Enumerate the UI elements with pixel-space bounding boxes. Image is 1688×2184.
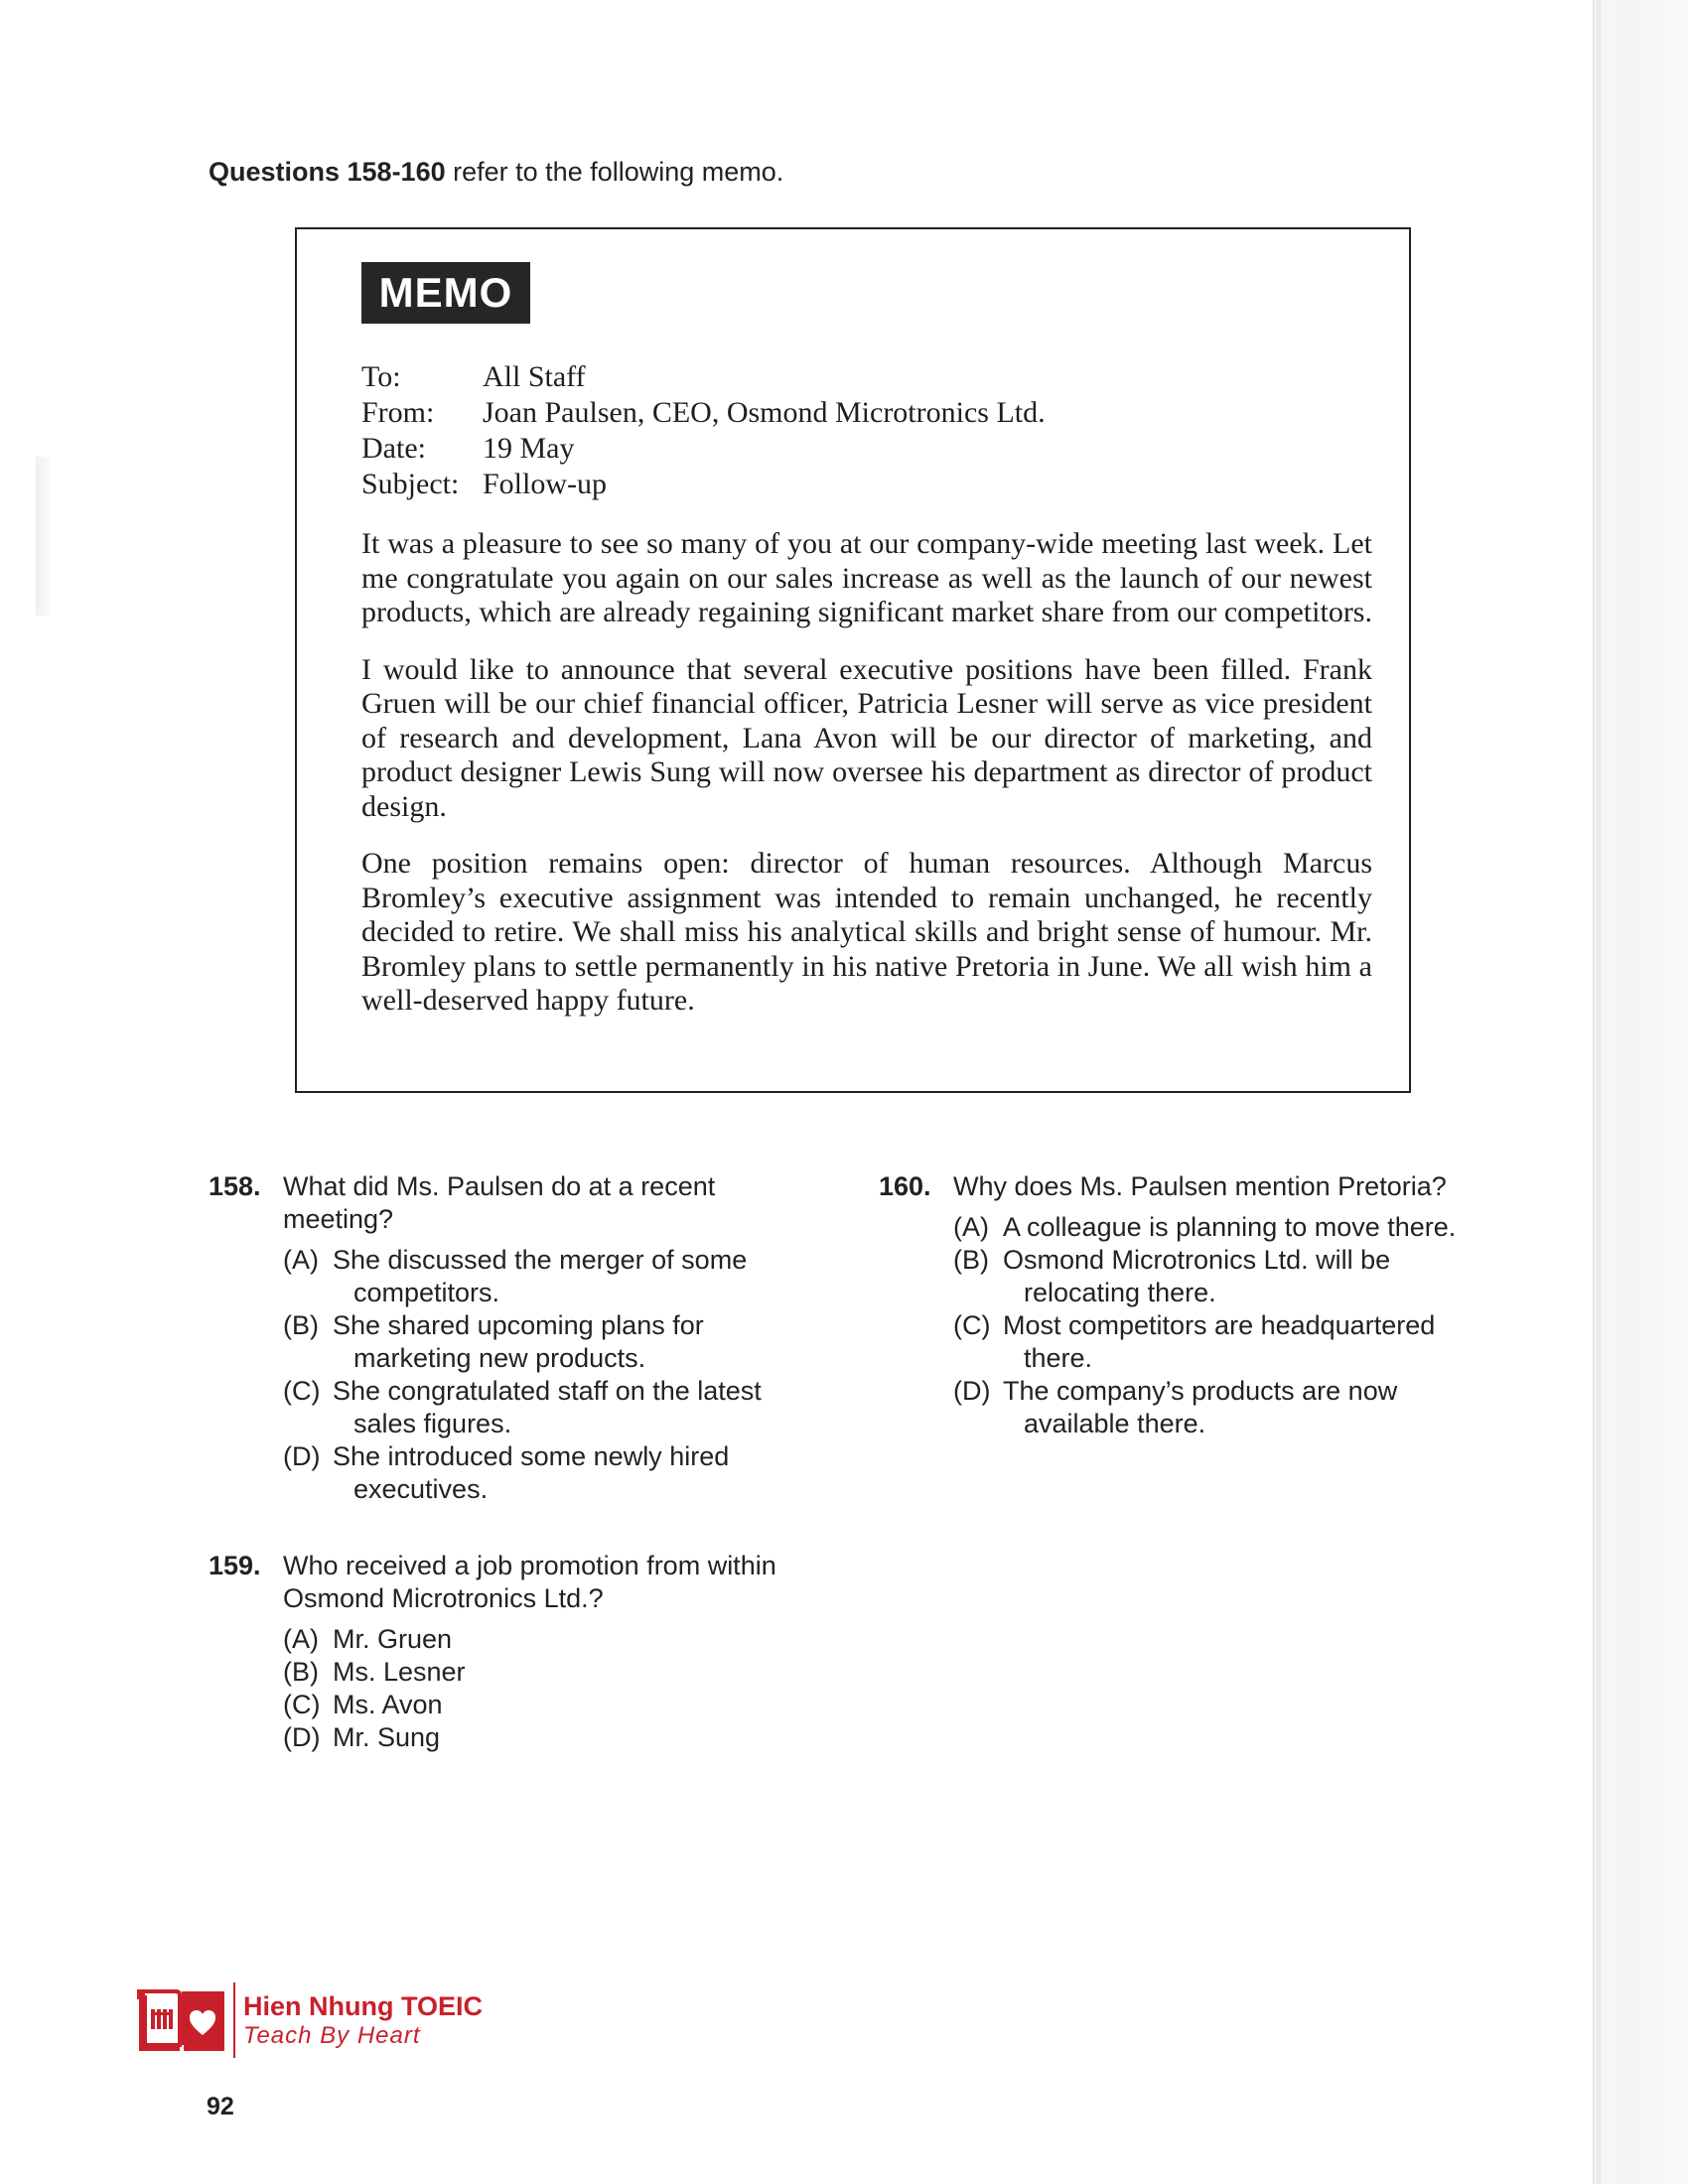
answer-option[interactable] <box>953 1244 1494 1309</box>
logo-text <box>243 1990 483 2050</box>
questions-intro <box>209 157 783 188</box>
logo-divider <box>233 1982 235 2058</box>
answer-options <box>283 1623 824 1754</box>
header-label: Subject: <box>361 468 460 500</box>
answer-option[interactable] <box>953 1375 1494 1440</box>
memo-paragraph: One position remains open: director of human resources. Although Marcus Bromley’s executive assignment was intended to remain unchanged, he recently decided to retire. We shall miss his analytical skills and bright sense of humour. Mr. Bromley plans to settle permanently in his native Pretoria in June. We all wish him a well-deserved happy future. <box>361 847 1372 1017</box>
memo-badge: MEMO <box>361 262 530 324</box>
brand-logo <box>136 1982 483 2058</box>
option-text: She shared upcoming plans for marketing new products. <box>333 1310 704 1373</box>
page-number: 92 <box>207 2093 234 2120</box>
answer-option[interactable] <box>283 1623 824 1656</box>
memo-header-subject <box>361 467 1046 502</box>
header-value: Joan Paulsen, CEO, Osmond Microtronics Ltd. <box>483 396 1046 429</box>
question-number: 159. <box>209 1551 261 1580</box>
answer-option[interactable] <box>283 1440 824 1506</box>
header-label: From: <box>361 396 435 429</box>
memo-paragraph: I would like to announce that several executive positions have been filled. Frank Gruen will be our chief financial officer, Patricia Lesner will serve as vice president of research and development, Lana Avon will be our director of marketing, and product designer Lewis Sung will now oversee his department as director of product design. <box>361 652 1372 823</box>
option-text: She discussed the merger of some competitors. <box>333 1245 748 1307</box>
memo-paragraph: It was a pleasure to see so many of you at our company-wide meeting last week. Let me congratulate you again on our sales increase as well as the launch of our newest products, which are already regaining significant market share from our competitors. <box>361 527 1372 628</box>
memo-header-to <box>361 359 1046 395</box>
option-text: Ms. Avon <box>333 1690 443 1719</box>
scan-shadow <box>36 457 50 615</box>
option-letter: (D) <box>283 1441 321 1471</box>
option-text: Mr. Gruen <box>333 1624 453 1654</box>
intro-text: refer to the following memo. <box>453 157 784 187</box>
answer-option[interactable] <box>283 1721 824 1754</box>
answer-option[interactable] <box>953 1211 1494 1244</box>
option-text: Osmond Microtronics Ltd. will be relocating there. <box>1003 1245 1391 1307</box>
open-book-heart-icon <box>136 1985 227 2055</box>
header-value: All Staff <box>483 360 586 393</box>
answer-option[interactable] <box>283 1244 824 1309</box>
memo-header-date <box>361 431 1046 467</box>
option-letter: (B) <box>283 1657 319 1687</box>
answer-option[interactable] <box>283 1689 824 1721</box>
option-letter: (A) <box>953 1212 989 1242</box>
question-158 <box>209 1170 824 1506</box>
option-text: Most competitors are headquartered there. <box>1003 1310 1436 1373</box>
option-text: She congratulated staff on the latest sales figures. <box>333 1376 762 1438</box>
answer-options <box>953 1211 1494 1440</box>
option-letter: (C) <box>953 1310 991 1340</box>
memo-body <box>361 527 1372 1041</box>
logo-subtitle: Teach By Heart <box>243 2022 421 2049</box>
option-letter: (B) <box>953 1245 989 1275</box>
question-number: 158. <box>209 1171 261 1201</box>
question-text: Why does Ms. Paulsen mention Pretoria? <box>953 1171 1447 1201</box>
option-text: She introduced some newly hired executives. <box>333 1441 730 1504</box>
option-text: A colleague is planning to move there. <box>1003 1212 1457 1242</box>
question-text: Who received a job promotion from within Osmond Microtronics Ltd.? <box>283 1551 776 1613</box>
header-label: Date: <box>361 432 426 465</box>
header-value: Follow-up <box>483 468 608 500</box>
header-label: To: <box>361 360 401 393</box>
answer-option[interactable] <box>283 1656 824 1689</box>
memo-header <box>361 359 1046 502</box>
option-letter: (D) <box>283 1722 321 1752</box>
option-letter: (C) <box>283 1376 321 1406</box>
page-edge <box>1593 0 1688 2184</box>
answer-option[interactable] <box>953 1309 1494 1375</box>
option-letter: (A) <box>283 1245 319 1275</box>
option-text: Mr. Sung <box>333 1722 441 1752</box>
option-letter: (D) <box>953 1376 991 1406</box>
question-160 <box>879 1170 1494 1440</box>
answer-option[interactable] <box>283 1309 824 1375</box>
logo-title: Hien Nhung TOEIC <box>243 1991 483 2021</box>
option-letter: (B) <box>283 1310 319 1340</box>
header-value: 19 May <box>483 432 575 465</box>
question-range: Questions 158-160 <box>209 157 446 187</box>
option-text: Ms. Lesner <box>333 1657 466 1687</box>
question-number: 160. <box>879 1171 931 1201</box>
option-text: The company’s products are now available there. <box>1003 1376 1398 1438</box>
option-letter: (A) <box>283 1624 319 1654</box>
answer-option[interactable] <box>283 1375 824 1440</box>
question-text: What did Ms. Paulsen do at a recent meeting? <box>283 1171 716 1234</box>
answer-options <box>283 1244 824 1506</box>
question-159 <box>209 1550 824 1754</box>
option-letter: (C) <box>283 1690 321 1719</box>
memo-header-from <box>361 395 1046 431</box>
